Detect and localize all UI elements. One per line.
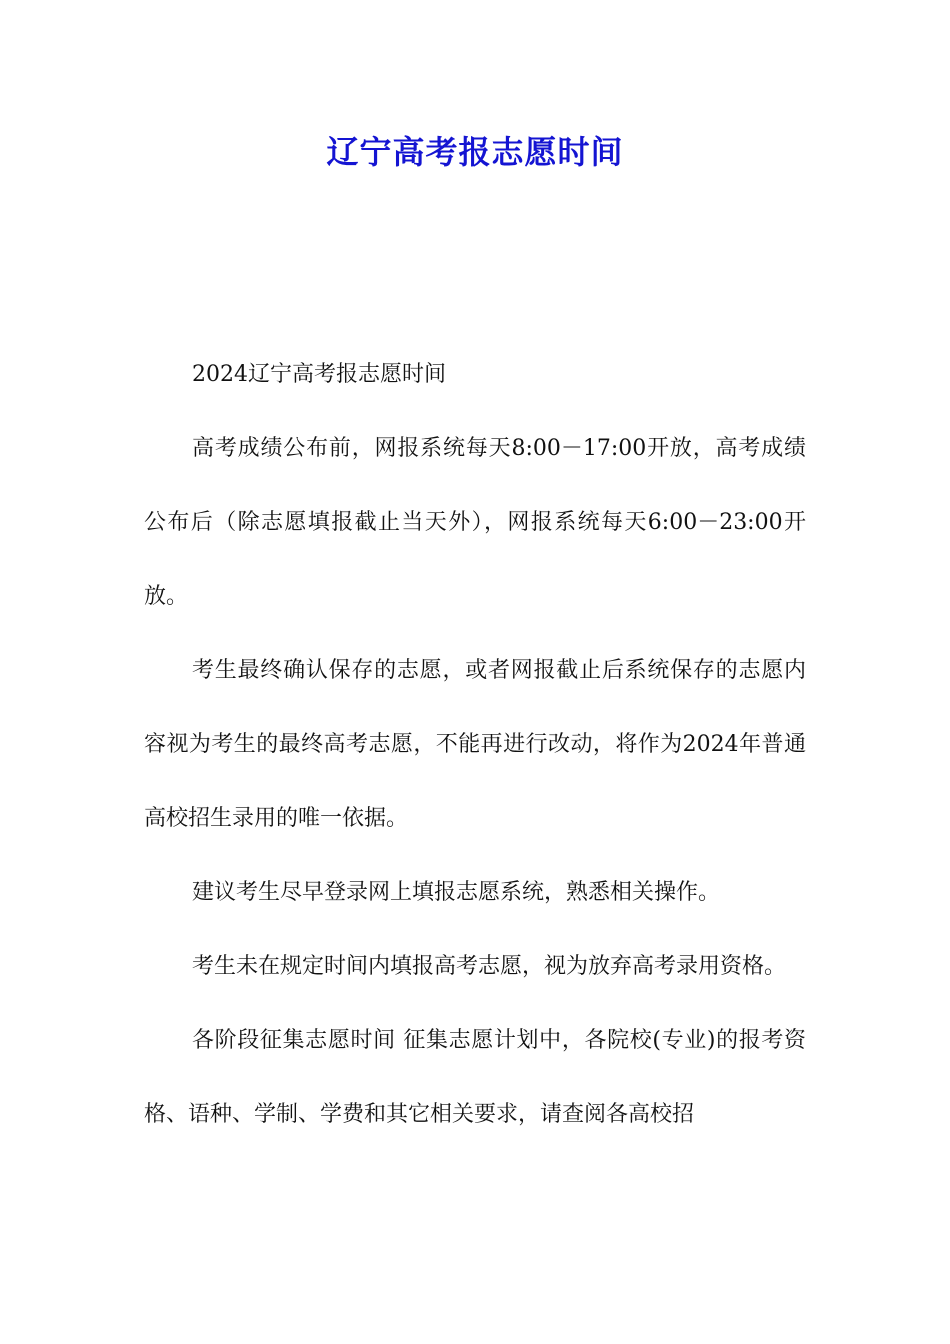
paragraph-advice: 建议考生尽早登录网上填报志愿系统，熟悉相关操作。 [192,880,721,905]
paragraph-supplementary: 各阶段征集志愿时间 征集志愿计划中，各院校(专业)的报考资格、语种、学制、学费和其它相关要求，请查阅各高校招 [144,1028,806,1127]
document-title: 辽宁高考报志愿时间 [326,133,624,171]
paragraph-heading: 2024辽宁高考报志愿时间 [192,362,446,387]
paragraph-deadline-warning: 考生未在规定时间内填报高考志愿，视为放弃高考录用资格。 [192,954,787,979]
paragraph-system-hours: 高考成绩公布前，网报系统每天8:00－17:00开放，高考成绩公布后（除志愿填报截止当天外），网报系统每天6:00－23:00开放。 [144,436,806,609]
paragraph-final-choice: 考生最终确认保存的志愿，或者网报截止后系统保存的志愿内容视为考生的最终高考志愿，不能再进行改动，将作为2024年普通高校招生录用的唯一依据。 [144,658,806,831]
document-body [144,338,806,1152]
